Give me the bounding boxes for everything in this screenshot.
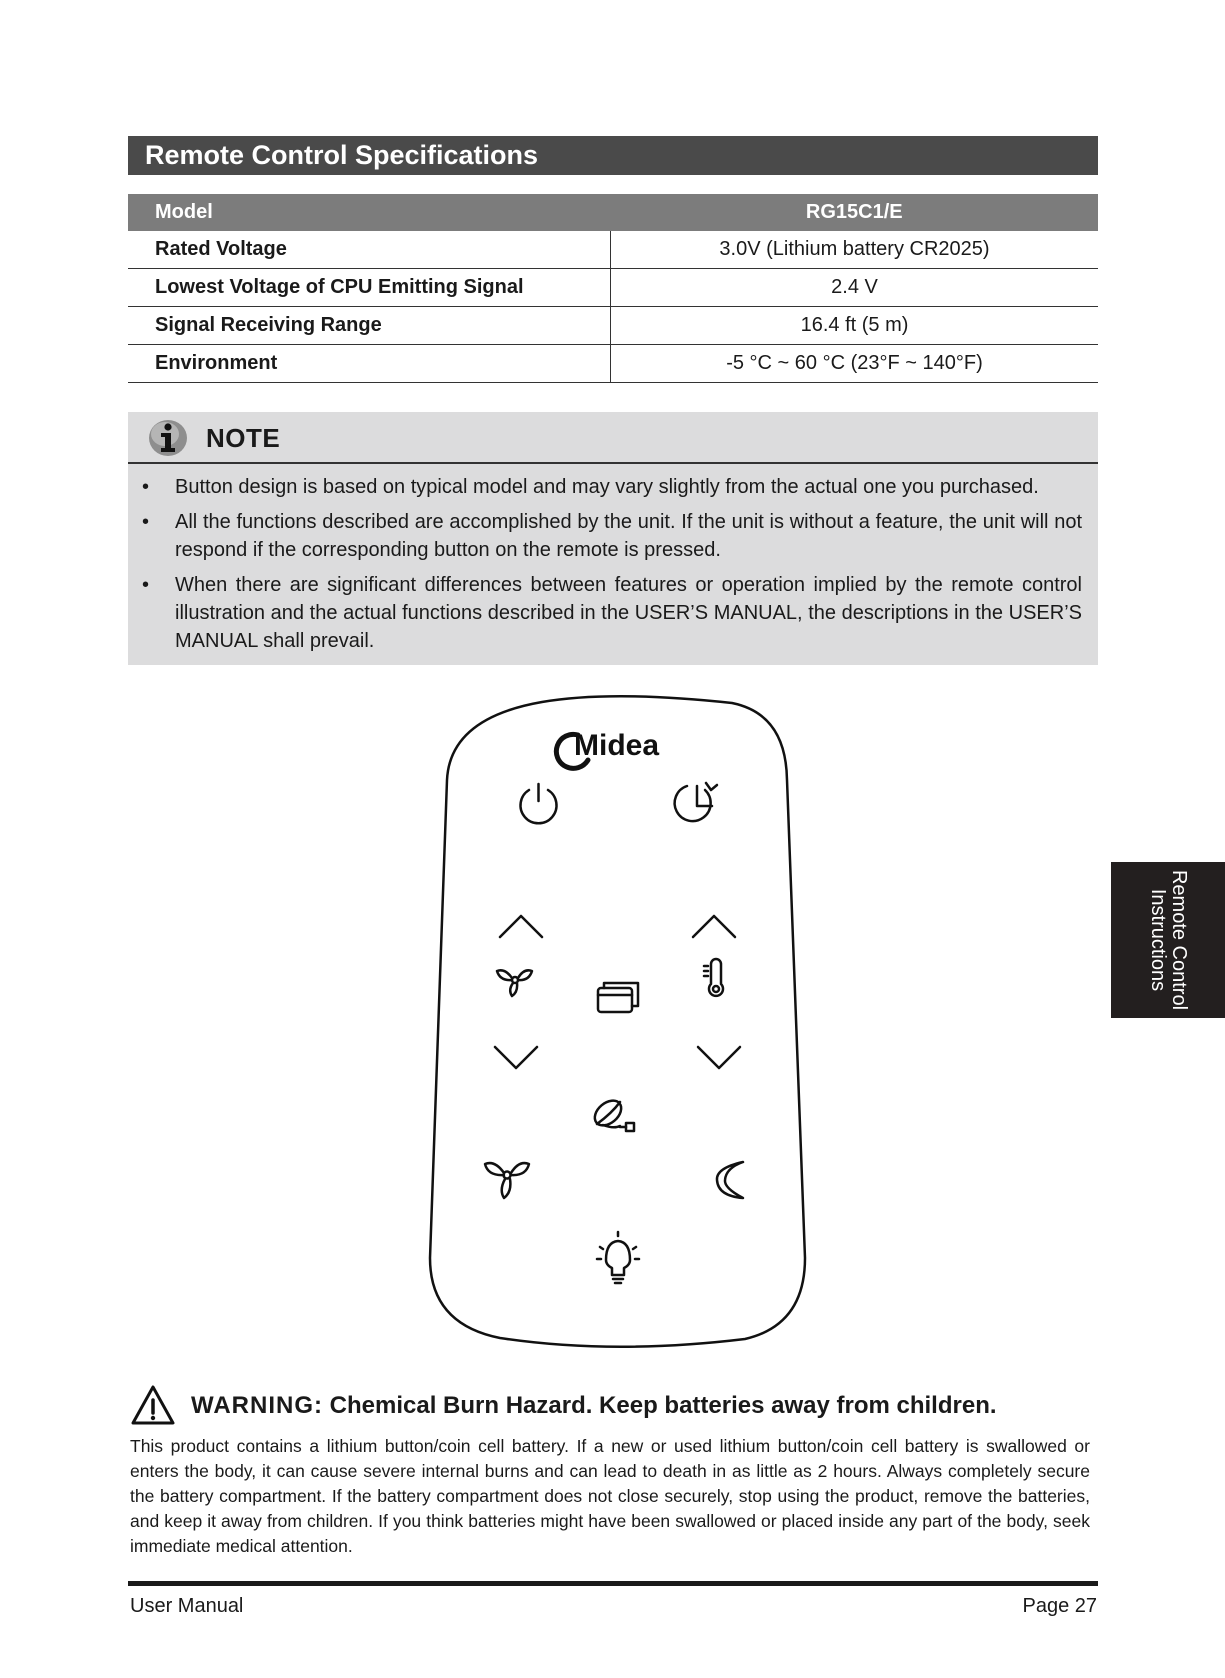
temp-up-icon bbox=[693, 916, 735, 937]
svg-text:Midea: Midea bbox=[574, 729, 660, 762]
fan-icon bbox=[485, 1163, 529, 1198]
eco-icon bbox=[590, 1096, 634, 1131]
remote-body-outline bbox=[430, 696, 805, 1347]
power-icon bbox=[521, 784, 557, 823]
footer-rule bbox=[128, 1581, 1098, 1586]
list-item: • All the functions described are accomplished by the unit. If the unit is without a feature, the unit will not respond if the corresponding button on the remote is pressed. bbox=[140, 508, 1082, 564]
warning-label: WARNING: bbox=[191, 1392, 323, 1419]
thermometer-icon bbox=[704, 959, 723, 996]
timer-icon bbox=[675, 783, 717, 821]
row-label: Lowest Voltage of CPU Emitting Signal bbox=[128, 269, 611, 307]
row-label: Rated Voltage bbox=[128, 231, 611, 269]
table-header-value: RG15C1/E bbox=[611, 194, 1099, 231]
row-value: 3.0V (Lithium battery CR2025) bbox=[611, 231, 1099, 269]
list-item: • When there are significant differences between features or operation implied by the remote control illustration and the actual functions described in the USER’S MANUAL, the descriptions in the USER’S MANUAL shall prevail. bbox=[140, 571, 1082, 655]
row-label: Signal Receiving Range bbox=[128, 307, 611, 345]
row-value: -5 °C ~ 60 °C (23°F ~ 140°F) bbox=[611, 345, 1099, 383]
warning-text: This product contains a lithium button/coin cell battery. If a new or used lithium button/coin cell battery is swallowed or enters the body, it can cause severe internal burns and can lead to death in as little as 2 hours. Always completely secure the battery compartment. If the battery compartment does not close securely, stop using the product, remove the batteries, and keep it away from children. If you think batteries might have been swallowed or placed inside any part of the body, seek immediate medical attention. bbox=[130, 1436, 1090, 1556]
fan-speed-icon bbox=[497, 970, 532, 996]
fan-speed-down-icon bbox=[495, 1047, 537, 1068]
table-header-label: Model bbox=[128, 194, 611, 231]
sleep-icon bbox=[717, 1162, 743, 1198]
row-value: 16.4 ft (5 m) bbox=[611, 307, 1099, 345]
side-tab-line-2: Instructions bbox=[1147, 888, 1169, 992]
warning-icon bbox=[130, 1384, 176, 1426]
section-title: Remote Control Specifications bbox=[128, 136, 1098, 175]
temp-down-icon bbox=[698, 1047, 740, 1068]
page-number: Page 27 bbox=[1022, 1595, 1097, 1617]
list-item: • Button design is based on typical model and may vary slightly from the actual one you purchased. bbox=[140, 473, 1082, 501]
row-value: 2.4 V bbox=[611, 269, 1099, 307]
side-tab-line-1: Remote Control bbox=[1168, 869, 1190, 1011]
footer-left: User Manual bbox=[130, 1595, 244, 1617]
light-icon bbox=[597, 1232, 639, 1283]
note-title: NOTE bbox=[206, 423, 281, 453]
warning-title bbox=[191, 1389, 997, 1423]
mode-icon bbox=[598, 983, 638, 1012]
side-tab bbox=[1111, 862, 1225, 1018]
fan-speed-up-icon bbox=[500, 916, 542, 937]
row-label: Environment bbox=[128, 345, 611, 383]
side-tab-label bbox=[1147, 870, 1189, 1010]
midea-logo bbox=[556, 729, 659, 768]
warning-headline: Chemical Burn Hazard. Keep batteries away from children. bbox=[329, 1392, 997, 1419]
